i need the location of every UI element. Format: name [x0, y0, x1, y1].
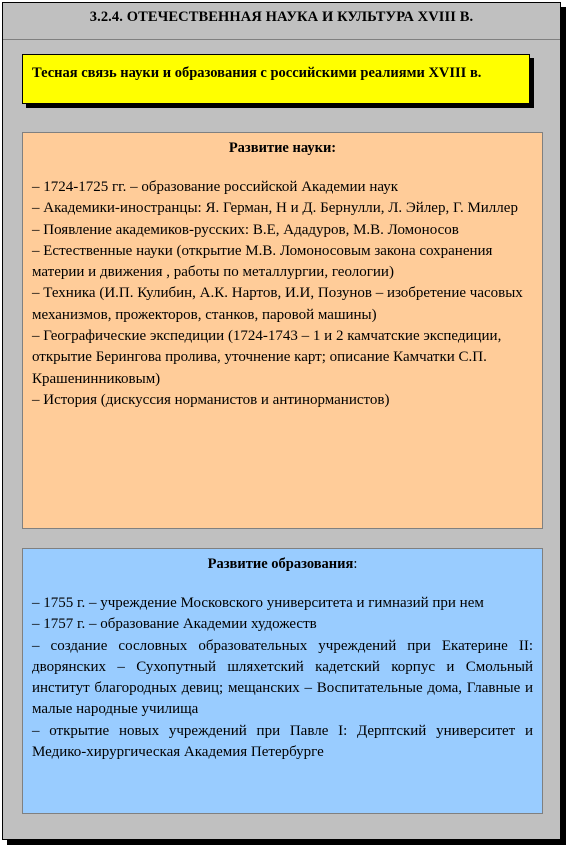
education-item: – 1755 г. – учреждение Московского университета и гимназий при нем	[32, 595, 484, 611]
science-spacer	[32, 158, 533, 177]
page-title: 3.2.4. ОТЕЧЕСТВЕННАЯ НАУКА И КУЛЬТУРА XVIII В.	[89, 9, 474, 25]
education-heading-colon: :	[353, 556, 358, 572]
title-divider	[3, 39, 560, 40]
education-heading	[32, 555, 533, 574]
education-item: – открытие новых учреждений при Павле I: Дерптский университет и Медико-хирургическая Академия Петербурге	[32, 722, 533, 761]
education-section	[22, 548, 543, 814]
science-section	[22, 132, 543, 529]
science-item: – Естественные науки (открытие М.В. Ломоносовым закона сохранения материи и движения , работы по металлургии, геологии)	[32, 242, 493, 281]
highlight-text: Тесная связь науки и образования с российскими реалиями XVIII в.	[32, 65, 482, 81]
education-heading-text: Развитие образования	[207, 556, 354, 572]
science-item: – Появление академиков-русских: В.Е, Ададуров, М.В. Ломоносов	[32, 221, 459, 238]
education-item: – создание сословных образовательных учреждений при Екатерине II: дворянских – Сухопутный шляхетский кадетский корпус и Смольный институт благородных девиц; мещанских – Воспитательные дома, Главные и малые народные училища	[32, 637, 533, 718]
science-item: – Техника (И.П. Кулибин, А.К. Нартов, И.И, Позунов – изобретение часовых механизмов, прожекторов, станков, паровой машины)	[32, 285, 523, 323]
highlight-box	[22, 54, 530, 104]
science-item: – История (дискуссия норманистов и антинорманистов)	[32, 391, 390, 408]
education-spacer	[32, 574, 533, 593]
science-item: – Академики-иностранцы: Я. Герман, Н и Д. Бернулли, Л. Эйлер, Г. Миллер	[32, 200, 518, 217]
science-heading: Развитие науки:	[228, 140, 337, 156]
science-item: – 1724-1725 гг. – образование российской Академии наук	[32, 179, 399, 195]
education-item: – 1757 г. – образование Академии художеств	[32, 616, 317, 633]
science-item: – Географические экспедиции (1724-1743 – 1 и 2 камчатские экспедиции, открытие Берингова пролива, уточнение карт; описание Камчатки С.П. Крашенинниковым)	[32, 328, 502, 387]
